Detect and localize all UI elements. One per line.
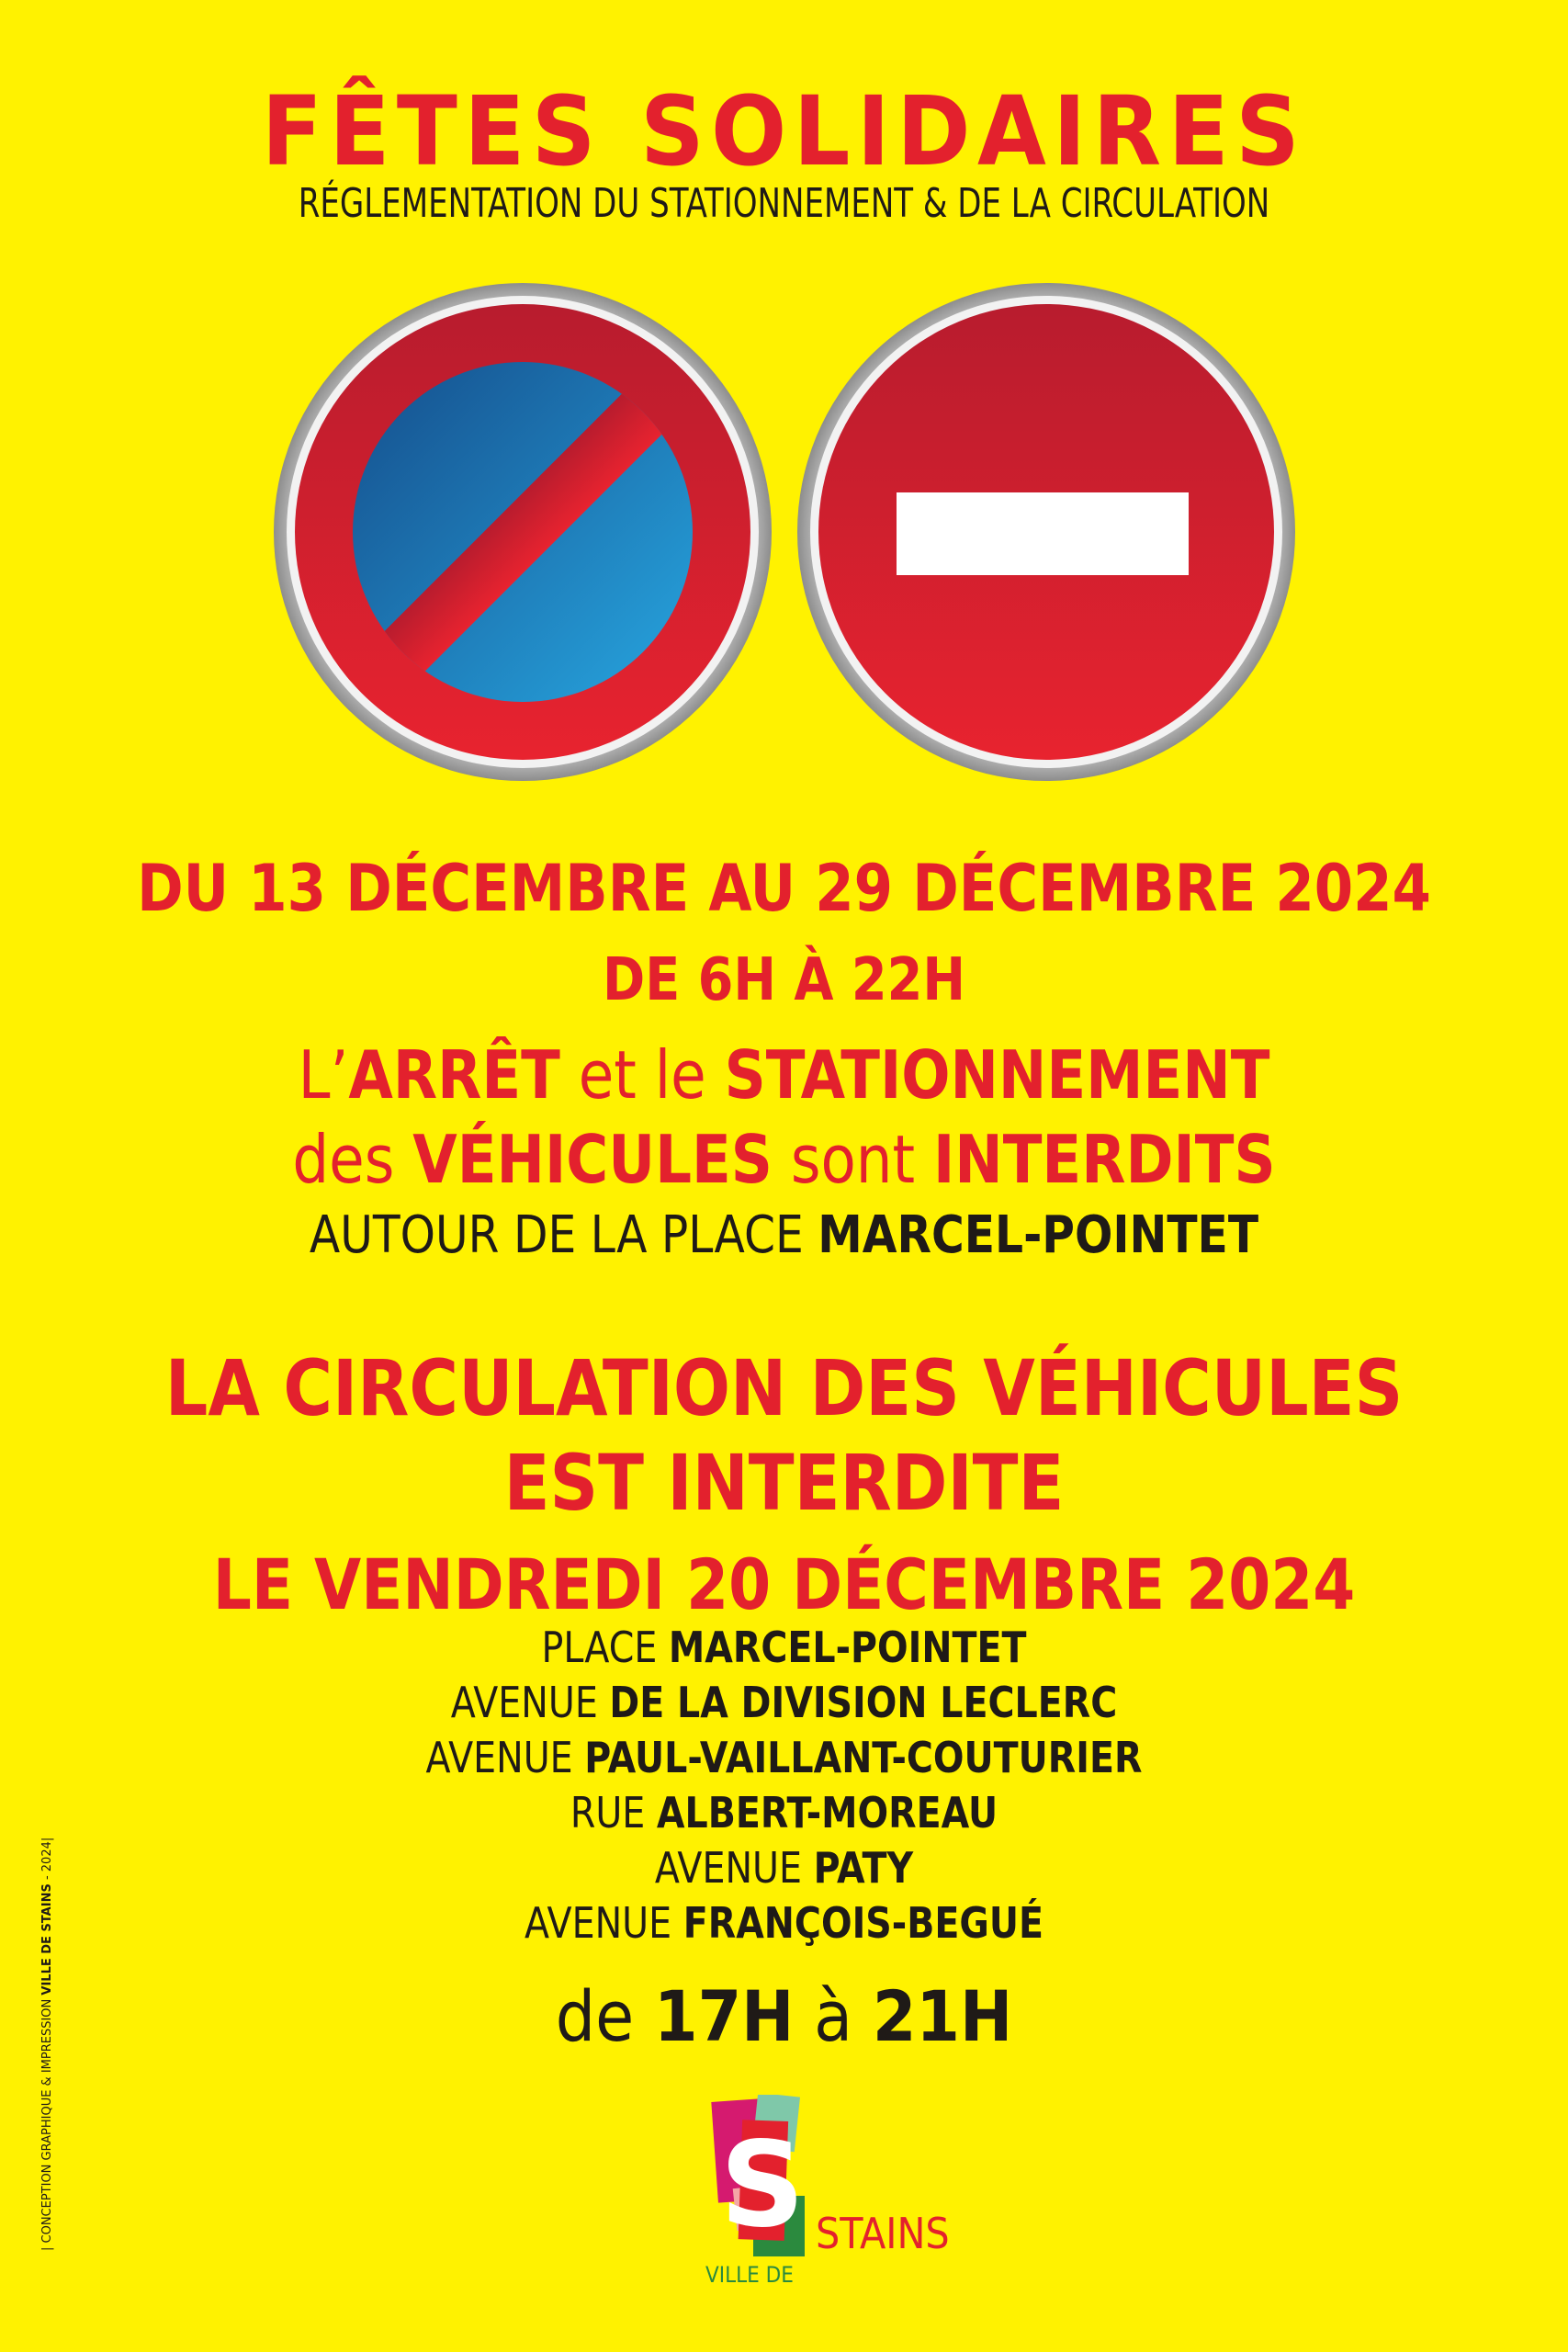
- text-segment: des: [292, 1121, 413, 1198]
- text-segment: AUTOUR DE LA PLACE: [309, 1205, 818, 1265]
- text-segment-bold: INTERDITS: [932, 1121, 1276, 1198]
- parking-hours: DE 6H À 22H: [603, 946, 965, 1014]
- logo-letter: S: [719, 2117, 806, 2254]
- parking-rule-line-3: [102, 1205, 1466, 1265]
- parking-rule-line-2: [102, 1121, 1466, 1198]
- street-name: MARCEL-POINTET: [668, 1623, 1027, 1672]
- poster-subtitle: RÉGLEMENTATION DU STATIONNEMENT & DE LA CIRCULATION: [298, 180, 1270, 227]
- traffic-time-window: [78, 1975, 1489, 2057]
- street-type: RUE: [570, 1788, 657, 1838]
- street-item: [109, 1843, 1458, 1893]
- no-parking-sign-icon: [272, 281, 773, 783]
- print-credit: [40, 1838, 54, 2251]
- credit-text: | CONCEPTION GRAPHIQUE & IMPRESSION: [40, 1995, 54, 2251]
- street-name: PAUL-VAILLANT-COUTURIER: [584, 1733, 1143, 1782]
- text-segment: de: [555, 1975, 654, 2057]
- street-item: [109, 1788, 1458, 1838]
- text-segment: sont: [772, 1121, 933, 1198]
- logo-villede-text: VILLE DE: [705, 2262, 794, 2288]
- street-type: AVENUE: [450, 1678, 610, 1727]
- poster-title: FÊTES SOLIDAIRES: [261, 75, 1307, 187]
- text-segment-bold: ARRÊT: [348, 1036, 560, 1114]
- text-segment-bold: 17H: [653, 1975, 795, 2057]
- traffic-heading-line-1: LA CIRCULATION DES VÉHICULES: [164, 1343, 1404, 1433]
- credit-text-bold: VILLE DE STAINS: [40, 1883, 54, 1996]
- traffic-date: LE VENDREDI 20 DÉCEMBRE 2024: [212, 1544, 1356, 1625]
- street-type: AVENUE: [654, 1843, 814, 1893]
- text-segment-bold: VÉHICULES: [412, 1121, 773, 1198]
- street-name: FRANÇOIS-BEGUÉ: [682, 1898, 1044, 1948]
- street-name: PATY: [813, 1843, 914, 1893]
- logo-stains-text: STAINS: [816, 2209, 950, 2258]
- text-segment-bold: 21H: [872, 1975, 1013, 2057]
- parking-rule-line-1: [102, 1036, 1466, 1114]
- text-segment: et le: [559, 1036, 725, 1114]
- text-segment: L’: [298, 1036, 349, 1114]
- street-name: DE LA DIVISION LECLERC: [609, 1678, 1118, 1727]
- text-segment: à: [794, 1975, 873, 2057]
- street-item: [109, 1623, 1458, 1672]
- street-item: [109, 1898, 1458, 1948]
- text-segment-bold: STATIONNEMENT: [724, 1036, 1270, 1114]
- credit-text: - 2024|: [40, 1837, 54, 1884]
- parking-dates: DU 13 DÉCEMBRE AU 29 DÉCEMBRE 2024: [137, 851, 1431, 926]
- street-type: PLACE: [541, 1623, 669, 1672]
- street-name: ALBERT-MOREAU: [656, 1788, 998, 1838]
- street-item: [109, 1678, 1458, 1727]
- text-segment-bold: MARCEL-POINTET: [818, 1205, 1259, 1265]
- street-item: [109, 1733, 1458, 1782]
- street-type: AVENUE: [524, 1898, 683, 1948]
- traffic-heading-line-2: EST INTERDITE: [503, 1438, 1065, 1528]
- no-entry-sign-icon: [795, 281, 1297, 783]
- street-type: AVENUE: [425, 1733, 585, 1782]
